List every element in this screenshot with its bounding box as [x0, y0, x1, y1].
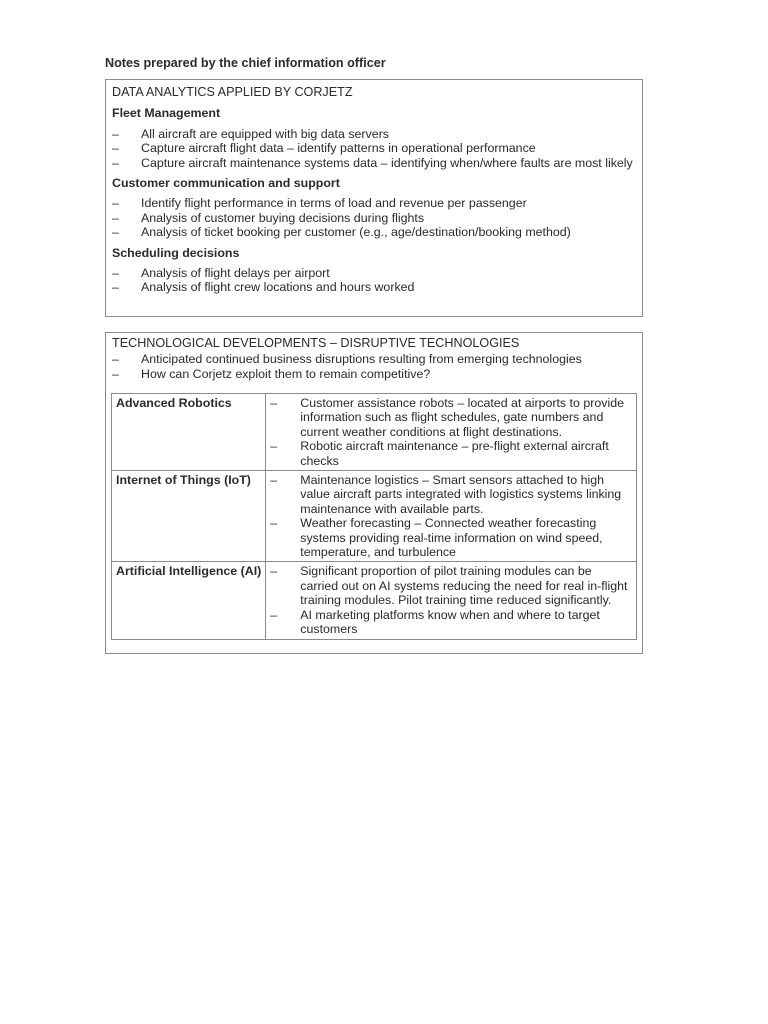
list-item — [112, 127, 636, 141]
list-item-text: Significant proportion of pilot training modules can be carried out on AI systems reducing the need for real in-flight training modules. Pilot training time reduced significantly. — [300, 564, 628, 608]
section-customer-communication — [112, 176, 636, 240]
list-item-text: Analysis of ticket booking per customer (e.g., age/destination/booking method) — [141, 225, 571, 240]
dash-bullet: – — [112, 352, 119, 367]
dash-bullet: – — [112, 155, 119, 170]
tech-name-cell: Advanced Robotics — [112, 394, 266, 471]
list-item-text: AI marketing platforms know when and where to target customers — [300, 607, 600, 637]
tech-desc-cell — [266, 394, 637, 471]
list-item — [112, 156, 636, 170]
table-row — [112, 394, 637, 471]
section-heading: Scheduling decisions — [112, 245, 240, 260]
list-item — [112, 196, 636, 210]
section-heading: Customer communication and support — [112, 176, 340, 191]
list-item-text: Identify flight performance in terms of load and revenue per passenger — [141, 196, 527, 211]
tech-developments-box — [105, 332, 643, 654]
dash-bullet: – — [112, 225, 119, 240]
list-item-text: Customer assistance robots – located at airports to provide information such as flight schedules, gate numbers and current weather conditions at flight destinations. — [300, 396, 624, 439]
bullet-list — [112, 196, 636, 239]
list-item — [270, 564, 630, 607]
intro-list — [112, 352, 636, 381]
list-item — [270, 516, 630, 559]
dash-bullet: – — [270, 564, 278, 579]
list-item-text: Analysis of flight crew locations and hours worked — [141, 280, 415, 295]
tech-desc-cell — [266, 471, 637, 562]
list-item-text: How can Corjetz exploit them to remain competitive? — [141, 366, 431, 381]
dash-bullet: – — [270, 396, 278, 410]
list-item — [270, 396, 630, 439]
dash-bullet: – — [112, 366, 119, 381]
dash-bullet: – — [270, 607, 278, 622]
dash-bullet: – — [270, 473, 278, 488]
list-item-text: Weather forecasting – Connected weather forecasting systems providing real-time information on wind speed, temperature, and turbulence — [300, 516, 603, 560]
dash-bullet: – — [112, 126, 119, 141]
data-analytics-box — [105, 79, 643, 317]
bullet-list — [112, 266, 636, 295]
list-item — [270, 473, 630, 516]
dash-bullet: – — [112, 280, 119, 295]
list-item — [112, 367, 636, 381]
tech-name-cell: Internet of Things (IoT) — [112, 471, 266, 562]
dash-bullet: – — [112, 196, 119, 211]
list-item — [270, 608, 630, 637]
section-fleet-management — [112, 106, 636, 170]
tech-desc-cell — [266, 562, 637, 639]
dash-bullet: – — [112, 210, 119, 225]
tech-developments-title: TECHNOLOGICAL DEVELOPMENTS – DISRUPTIVE TECHNOLOGIES — [112, 336, 520, 350]
list-item-text: Anticipated continued business disruptions resulting from emerging technologies — [141, 352, 582, 367]
list-item-text: Capture aircraft flight data – identify patterns in operational performance — [141, 141, 536, 156]
section-heading: Fleet Management — [112, 106, 221, 121]
page-title: Notes prepared by the chief information officer — [105, 56, 386, 70]
dash-bullet: – — [112, 266, 119, 281]
list-item — [112, 266, 636, 280]
list-item-text: Analysis of flight delays per airport — [141, 266, 330, 281]
dash-bullet: – — [270, 439, 278, 454]
tech-table — [111, 393, 637, 640]
table-row — [112, 471, 637, 562]
tech-name-cell: Artificial Intelligence (AI) — [112, 562, 266, 639]
list-item-text: Capture aircraft maintenance systems data – identifying when/where faults are most likely — [141, 155, 633, 170]
list-item — [112, 141, 636, 155]
data-analytics-title: DATA ANALYTICS APPLIED BY CORJETZ — [112, 85, 353, 99]
list-item-text: Maintenance logistics – Smart sensors attached to high value aircraft parts integrated with logistics systems linking maintenance with available parts. — [300, 473, 622, 516]
dash-bullet: – — [112, 141, 119, 156]
table-row — [112, 562, 637, 639]
list-item-text: Analysis of customer buying decisions during flights — [141, 210, 425, 225]
bullet-list — [112, 127, 636, 170]
list-item — [112, 352, 636, 366]
dash-bullet: – — [270, 516, 278, 531]
list-item-text: All aircraft are equipped with big data servers — [141, 126, 389, 141]
list-item — [270, 439, 630, 468]
list-item — [112, 225, 636, 239]
list-item — [112, 280, 636, 294]
list-item — [112, 211, 636, 225]
list-item-text: Robotic aircraft maintenance – pre-flight external aircraft checks — [300, 439, 609, 468]
section-scheduling-decisions — [112, 246, 636, 295]
